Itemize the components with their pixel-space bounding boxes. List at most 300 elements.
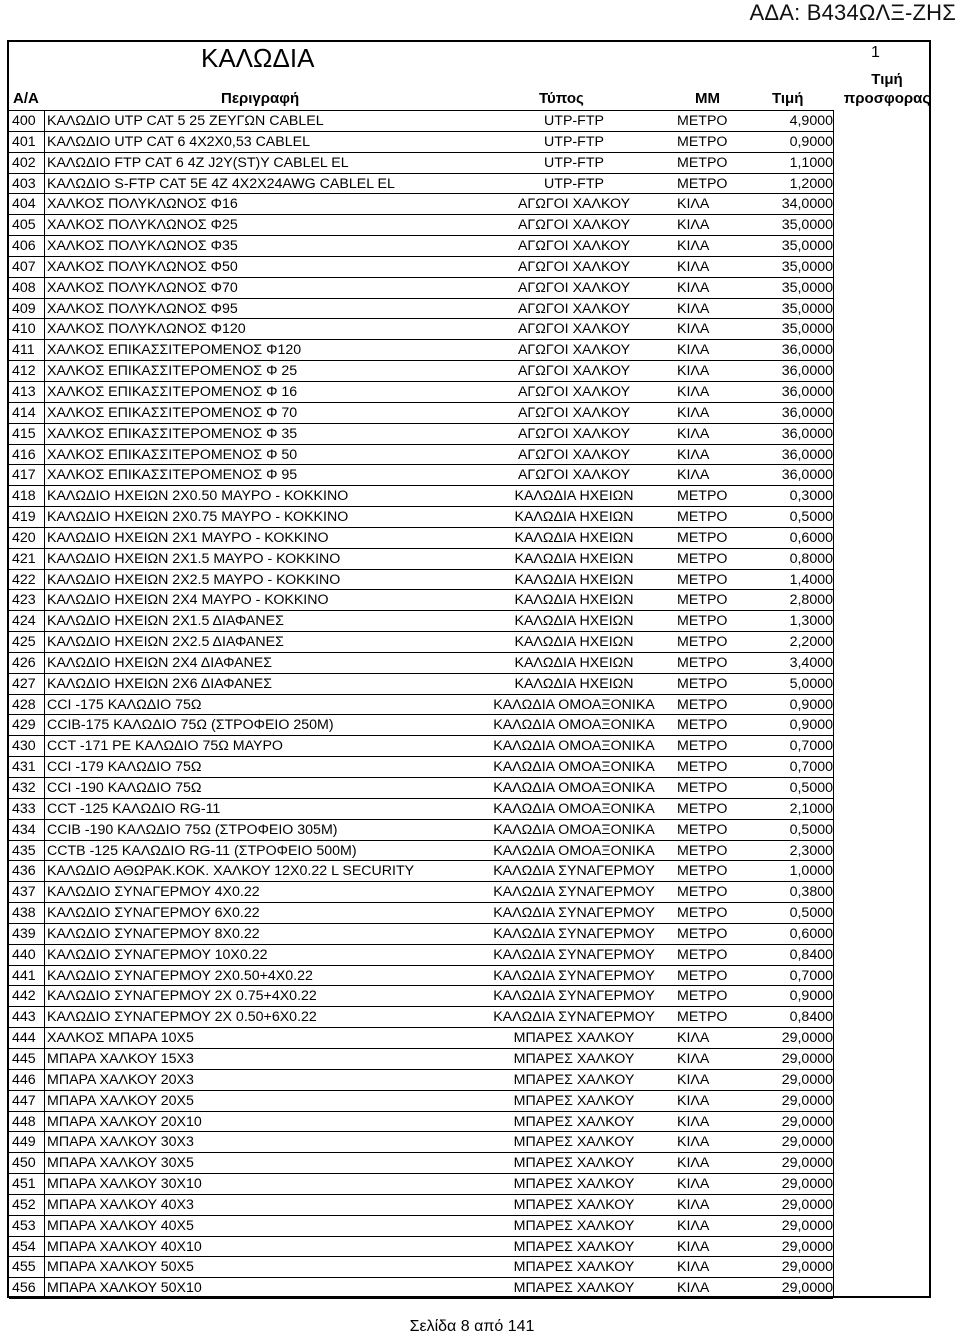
row-mm: ΜΕΤΡΟ bbox=[677, 550, 728, 567]
row-type: ΑΓΩΓΟΙ ΧΑΛΚΟΥ bbox=[517, 321, 631, 338]
row-type: ΜΠΑΡΕΣ ΧΑΛΚΟΥ bbox=[513, 1259, 635, 1276]
table-row bbox=[9, 278, 833, 299]
row-mm: ΚΙΛΑ bbox=[677, 1155, 710, 1172]
row-mm: ΜΕΤΡΟ bbox=[677, 571, 728, 588]
row-price: 0,9000 bbox=[789, 717, 833, 734]
table-row bbox=[9, 778, 833, 799]
table-row bbox=[9, 486, 833, 507]
row-price: 29,0000 bbox=[781, 1134, 833, 1151]
row-aa: 451 bbox=[12, 1176, 36, 1193]
row-description: ΚΑΛΩΔΙΟ ΣΥΝΑΓΕΡΜΟΥ 10Χ0.22 bbox=[47, 946, 268, 963]
row-price: 29,0000 bbox=[781, 1092, 833, 1109]
row-price: 0,9000 bbox=[789, 696, 833, 713]
row-description: ΚΑΛΩΔΙΟ ΣΥΝΑΓΕΡΜΟΥ 6Χ0.22 bbox=[47, 905, 260, 922]
row-mm: ΜΕΤΡΟ bbox=[677, 738, 728, 755]
row-type: ΑΓΩΓΟΙ ΧΑΛΚΟΥ bbox=[517, 342, 631, 359]
row-type: ΑΓΩΓΟΙ ΧΑΛΚΟΥ bbox=[517, 467, 631, 484]
row-mm: ΚΙΛΑ bbox=[677, 1238, 710, 1255]
row-type: ΚΑΛΩΔΙΑ ΣΥΝΑΓΕΡΜΟΥ bbox=[493, 925, 655, 942]
row-mm: ΚΙΛΑ bbox=[677, 217, 710, 234]
row-mm: ΜΕΤΡΟ bbox=[677, 675, 728, 692]
table-row bbox=[9, 445, 833, 466]
row-type: UTP-FTP bbox=[544, 113, 604, 129]
row-type: ΚΑΛΩΔΙΑ ΗΧΕΙΩΝ bbox=[514, 592, 634, 609]
row-aa: 416 bbox=[12, 446, 36, 463]
table-row bbox=[9, 653, 833, 674]
row-mm: ΜΕΤΡΟ bbox=[677, 800, 728, 817]
table-row bbox=[9, 1237, 833, 1258]
row-price: 36,0000 bbox=[781, 425, 833, 442]
row-type: ΜΠΑΡΕΣ ΧΑΛΚΟΥ bbox=[513, 1155, 635, 1172]
row-description: ΧΑΛΚΟΣ ΠΟΛΥΚΛΩΝΟΣ Φ120 bbox=[47, 321, 246, 338]
row-price: 0,9000 bbox=[789, 133, 833, 150]
row-price: 35,0000 bbox=[781, 279, 833, 296]
page-title: ΚΑΛΩΔΙΑ bbox=[201, 43, 315, 73]
row-description: CCIB -190 ΚΑΛΩΔΙΟ 75Ω (ΣΤΡΟΦΕΙΟ 305Μ) bbox=[47, 821, 338, 838]
row-description: ΧΑΛΚΟΣ ΕΠΙΚΑΣΣΙΤΕΡΟΜΕΝΟΣ Φ 35 bbox=[47, 425, 298, 442]
row-aa: 446 bbox=[12, 1071, 36, 1088]
row-type: ΜΠΑΡΕΣ ΧΑΛΚΟΥ bbox=[513, 1217, 635, 1234]
row-description: ΚΑΛΩΔΙΟ FTP CAT 6 4Z J2Y(ST)Y CABLEL EL bbox=[47, 154, 349, 171]
row-aa: 453 bbox=[12, 1217, 36, 1234]
header-aa: Α/Α bbox=[13, 90, 39, 107]
table-row bbox=[9, 1049, 833, 1070]
row-aa: 403 bbox=[12, 175, 36, 192]
row-aa: 419 bbox=[12, 509, 36, 526]
row-type: ΑΓΩΓΟΙ ΧΑΛΚΟΥ bbox=[517, 383, 631, 400]
row-mm: ΚΙΛΑ bbox=[677, 342, 710, 359]
row-aa: 448 bbox=[12, 1113, 36, 1130]
row-price: 0,5000 bbox=[789, 821, 833, 838]
row-aa: 434 bbox=[12, 821, 36, 838]
header-type: Τύπος bbox=[539, 90, 584, 107]
table-row bbox=[9, 1257, 833, 1278]
row-description: ΚΑΛΩΔΙΟ UTP CAT 5 25 ΖΕΥΓΩΝ CABLEL bbox=[47, 113, 324, 129]
row-type: ΑΓΩΓΟΙ ΧΑΛΚΟΥ bbox=[517, 258, 631, 275]
row-type: ΑΓΩΓΟΙ ΧΑΛΚΟΥ bbox=[517, 425, 631, 442]
row-aa: 443 bbox=[12, 1009, 36, 1026]
header-offer-line2: προσφορας bbox=[843, 90, 931, 107]
row-mm: ΜΕΤΡΟ bbox=[677, 863, 728, 880]
row-description: ΜΠΑΡΑ ΧΑΛΚΟΥ 50Χ5 bbox=[47, 1259, 194, 1276]
row-description: ΚΑΛΩΔΙΟ S-FTP CAT 5E 4Z 4X2X24AWG CABLEL EL bbox=[47, 175, 395, 192]
row-description: ΚΑΛΩΔΙΟ ΣΥΝΑΓΕΡΜΟΥ 8Χ0.22 bbox=[47, 925, 260, 942]
table-row bbox=[9, 1007, 833, 1028]
row-aa: 425 bbox=[12, 634, 36, 651]
row-mm: ΚΙΛΑ bbox=[677, 1030, 710, 1047]
price-list-sheet bbox=[7, 40, 931, 1298]
table-row bbox=[9, 924, 833, 945]
row-aa: 407 bbox=[12, 258, 36, 275]
table-row bbox=[9, 549, 833, 570]
row-description: ΚΑΛΩΔΙΟ ΗΧΕΙΩΝ 2Χ4 ΔΙΑΦΑΝΕΣ bbox=[47, 654, 273, 671]
row-description: ΧΑΛΚΟΣ ΕΠΙΚΑΣΣΙΤΕΡΟΜΕΝΟΣ Φ120 bbox=[47, 342, 302, 359]
header-offer-line1: Τιμή bbox=[871, 71, 903, 88]
table-row bbox=[9, 632, 833, 653]
row-mm: ΚΙΛΑ bbox=[677, 258, 710, 275]
table-row bbox=[9, 841, 833, 862]
row-aa: 447 bbox=[12, 1092, 36, 1109]
row-description: ΚΑΛΩΔΙΟ ΣΥΝΑΓΕΡΜΟΥ 2Χ0.50+4Χ0.22 bbox=[47, 967, 313, 984]
row-aa: 412 bbox=[12, 363, 36, 380]
row-type: ΜΠΑΡΕΣ ΧΑΛΚΟΥ bbox=[513, 1050, 635, 1067]
row-mm: ΜΕΤΡΟ bbox=[677, 821, 728, 838]
row-price: 2,3000 bbox=[789, 842, 833, 859]
table-row bbox=[9, 319, 833, 340]
row-price: 0,7000 bbox=[789, 967, 833, 984]
row-price: 36,0000 bbox=[781, 467, 833, 484]
row-type: ΚΑΛΩΔΙΑ ΗΧΕΙΩΝ bbox=[514, 613, 634, 630]
row-aa: 435 bbox=[12, 842, 36, 859]
row-description: CCI -179 ΚΑΛΩΔΙΟ 75Ω bbox=[47, 759, 202, 776]
row-price: 1,2000 bbox=[789, 175, 833, 192]
row-type: ΚΑΛΩΔΙΑ ΗΧΕΙΩΝ bbox=[514, 509, 634, 526]
table-row bbox=[9, 757, 833, 778]
row-type: ΜΠΑΡΕΣ ΧΑΛΚΟΥ bbox=[513, 1196, 635, 1213]
row-aa: 414 bbox=[12, 404, 36, 421]
row-description: ΚΑΛΩΔΙΟ ΗΧΕΙΩΝ 2Χ0.75 ΜΑΥΡΟ - ΚΟΚΚΙΝΟ bbox=[47, 509, 349, 526]
row-type: ΑΓΩΓΟΙ ΧΑΛΚΟΥ bbox=[517, 238, 631, 255]
row-aa: 421 bbox=[12, 550, 36, 567]
row-mm: ΚΙΛΑ bbox=[677, 1071, 710, 1088]
table-row bbox=[9, 1112, 833, 1133]
row-price: 0,3800 bbox=[789, 884, 833, 901]
row-price: 29,0000 bbox=[781, 1176, 833, 1193]
row-description: CCI -175 ΚΑΛΩΔΙΟ 75Ω bbox=[47, 696, 202, 713]
row-description: ΚΑΛΩΔΙΟ ΗΧΕΙΩΝ 2Χ4 ΜΑΥΡΟ - ΚΟΚΚΙΝΟ bbox=[47, 592, 329, 609]
table-row bbox=[9, 799, 833, 820]
row-price: 1,1000 bbox=[789, 154, 833, 171]
row-price: 29,0000 bbox=[781, 1217, 833, 1234]
row-description: ΜΠΑΡΑ ΧΑΛΚΟΥ 50Χ10 bbox=[47, 1280, 202, 1297]
row-description: ΧΑΛΚΟΣ ΠΟΛΥΚΛΩΝΟΣ Φ95 bbox=[47, 300, 238, 317]
row-description: CCT -125 ΚΑΛΩΔΙΟ RG-11 bbox=[47, 800, 221, 817]
row-mm: ΜΕΤΡΟ bbox=[677, 696, 728, 713]
row-description: ΜΠΑΡΑ ΧΑΛΚΟΥ 40Χ5 bbox=[47, 1217, 194, 1234]
row-type: ΚΑΛΩΔΙΑ ΗΧΕΙΩΝ bbox=[514, 571, 634, 588]
row-description: CCI -190 ΚΑΛΩΔΙΟ 75Ω bbox=[47, 780, 202, 796]
row-type: ΚΑΛΩΔΙΑ ΣΥΝΑΓΕΡΜΟΥ bbox=[493, 1009, 655, 1026]
row-price: 36,0000 bbox=[781, 363, 833, 380]
row-aa: 420 bbox=[12, 529, 36, 546]
row-type: ΚΑΛΩΔΙΑ ΣΥΝΑΓΕΡΜΟΥ bbox=[493, 884, 655, 901]
row-mm: ΜΕΤΡΟ bbox=[677, 613, 728, 630]
header-offer-price bbox=[840, 70, 934, 108]
row-aa: 449 bbox=[12, 1134, 36, 1151]
row-description: ΚΑΛΩΔΙΟ UTP CAT 6 4X2X0,53 CABLEL bbox=[47, 133, 310, 150]
row-price: 0,5000 bbox=[789, 780, 833, 796]
row-price: 0,5000 bbox=[789, 509, 833, 526]
table-row bbox=[9, 528, 833, 549]
row-mm: ΚΙΛΑ bbox=[677, 467, 710, 484]
row-price: 0,9000 bbox=[789, 988, 833, 1005]
row-type: ΜΠΑΡΕΣ ΧΑΛΚΟΥ bbox=[513, 1134, 635, 1151]
row-mm: ΚΙΛΑ bbox=[677, 238, 710, 255]
row-description: ΚΑΛΩΔΙΟ ΗΧΕΙΩΝ 2Χ2.5 ΜΑΥΡΟ - ΚΟΚΚΙΝΟ bbox=[47, 571, 341, 588]
row-type: ΚΑΛΩΔΙΑ ΗΧΕΙΩΝ bbox=[514, 634, 634, 651]
row-aa: 427 bbox=[12, 675, 36, 692]
row-price: 2,8000 bbox=[789, 592, 833, 609]
row-description: CCT -171 PE ΚΑΛΩΔΙΟ 75Ω ΜΑΥΡΟ bbox=[47, 738, 283, 755]
row-type: ΚΑΛΩΔΙΑ ΣΥΝΑΓΕΡΜΟΥ bbox=[493, 946, 655, 963]
table-header bbox=[9, 70, 929, 110]
row-description: ΧΑΛΚΟΣ ΠΟΛΥΚΛΩΝΟΣ Φ50 bbox=[47, 258, 238, 275]
row-aa: 433 bbox=[12, 800, 36, 817]
row-mm: ΜΕΤΡΟ bbox=[677, 634, 728, 651]
row-price: 29,0000 bbox=[781, 1259, 833, 1276]
table-row bbox=[9, 1195, 833, 1216]
row-description: ΜΠΑΡΑ ΧΑΛΚΟΥ 20Χ10 bbox=[47, 1113, 202, 1130]
row-type: ΚΑΛΩΔΙΑ ΣΥΝΑΓΕΡΜΟΥ bbox=[493, 863, 655, 880]
row-type: ΚΑΛΩΔΙΑ ΗΧΕΙΩΝ bbox=[514, 488, 634, 505]
row-type: ΚΑΛΩΔΙΑ ΟΜΟΑΞΟΝΙΚΑ bbox=[493, 842, 655, 859]
row-aa: 411 bbox=[12, 342, 35, 359]
row-description: ΜΠΑΡΑ ΧΑΛΚΟΥ 20Χ3 bbox=[47, 1071, 194, 1088]
row-description: CCIB-175 ΚΑΛΩΔΙΟ 75Ω (ΣΤΡΟΦΕΙΟ 250Μ) bbox=[47, 717, 334, 734]
row-description: ΜΠΑΡΑ ΧΑΛΚΟΥ 20Χ5 bbox=[47, 1092, 194, 1109]
table-row bbox=[9, 736, 833, 757]
row-aa: 401 bbox=[12, 133, 36, 150]
row-aa: 417 bbox=[12, 467, 36, 484]
row-aa: 437 bbox=[12, 884, 36, 901]
row-mm: ΚΙΛΑ bbox=[677, 1134, 710, 1151]
row-mm: ΚΙΛΑ bbox=[677, 279, 710, 296]
row-mm: ΜΕΤΡΟ bbox=[677, 780, 728, 796]
row-aa: 431 bbox=[12, 759, 36, 776]
table-row bbox=[9, 507, 833, 528]
table-row bbox=[9, 1153, 833, 1174]
row-type: ΜΠΑΡΕΣ ΧΑΛΚΟΥ bbox=[513, 1238, 635, 1255]
row-aa: 429 bbox=[12, 717, 36, 734]
row-type: ΚΑΛΩΔΙΑ ΣΥΝΑΓΕΡΜΟΥ bbox=[493, 967, 655, 984]
row-aa: 444 bbox=[12, 1030, 36, 1047]
row-type: ΑΓΩΓΟΙ ΧΑΛΚΟΥ bbox=[517, 363, 631, 380]
row-price: 36,0000 bbox=[781, 383, 833, 400]
row-type: ΚΑΛΩΔΙΑ ΣΥΝΑΓΕΡΜΟΥ bbox=[493, 905, 655, 922]
row-price: 29,0000 bbox=[781, 1050, 833, 1067]
table-row bbox=[9, 111, 833, 132]
row-aa: 436 bbox=[12, 863, 36, 880]
row-description: ΧΑΛΚΟΣ ΕΠΙΚΑΣΣΙΤΕΡΟΜΕΝΟΣ Φ 95 bbox=[47, 467, 298, 484]
row-aa: 456 bbox=[12, 1280, 36, 1297]
table-row bbox=[9, 299, 833, 320]
row-type: ΜΠΑΡΕΣ ΧΑΛΚΟΥ bbox=[513, 1280, 635, 1297]
header-description: Περιγραφή bbox=[221, 90, 300, 107]
row-mm: ΜΕΤΡΟ bbox=[677, 905, 728, 922]
row-mm: ΚΙΛΑ bbox=[677, 1176, 710, 1193]
row-aa: 404 bbox=[12, 196, 36, 213]
row-description: ΚΑΛΩΔΙΟ ΗΧΕΙΩΝ 2Χ2.5 ΔΙΑΦΑΝΕΣ bbox=[47, 634, 284, 651]
table-row bbox=[9, 715, 833, 736]
row-type: ΚΑΛΩΔΙΑ ΟΜΟΑΞΟΝΙΚΑ bbox=[493, 696, 655, 713]
row-price: 35,0000 bbox=[781, 258, 833, 275]
row-price: 29,0000 bbox=[781, 1071, 833, 1088]
row-aa: 428 bbox=[12, 696, 36, 713]
row-price: 0,5000 bbox=[789, 905, 833, 922]
row-price: 0,7000 bbox=[789, 738, 833, 755]
row-price: 35,0000 bbox=[781, 300, 833, 317]
column-divider bbox=[833, 110, 834, 1296]
row-type: ΚΑΛΩΔΙΑ ΟΜΟΑΞΟΝΙΚΑ bbox=[493, 738, 655, 755]
row-mm: ΜΕΤΡΟ bbox=[677, 717, 728, 734]
row-description: ΧΑΛΚΟΣ ΠΟΛΥΚΛΩΝΟΣ Φ16 bbox=[47, 196, 238, 213]
row-aa: 442 bbox=[12, 988, 36, 1005]
row-aa: 413 bbox=[12, 383, 36, 400]
table-row bbox=[9, 153, 833, 174]
row-type: ΚΑΛΩΔΙΑ ΟΜΟΑΞΟΝΙΚΑ bbox=[493, 821, 655, 838]
row-price: 0,7000 bbox=[789, 759, 833, 776]
table-row bbox=[9, 465, 833, 486]
row-price: 36,0000 bbox=[781, 446, 833, 463]
row-price: 29,0000 bbox=[781, 1196, 833, 1213]
row-type: ΚΑΛΩΔΙΑ ΗΧΕΙΩΝ bbox=[514, 654, 634, 671]
row-mm: ΚΙΛΑ bbox=[677, 383, 710, 400]
row-mm: ΚΙΛΑ bbox=[677, 1280, 710, 1297]
row-price: 0,8000 bbox=[789, 550, 833, 567]
row-description: ΜΠΑΡΑ ΧΑΛΚΟΥ 40Χ3 bbox=[47, 1196, 194, 1213]
row-price: 29,0000 bbox=[781, 1238, 833, 1255]
row-mm: ΚΙΛΑ bbox=[677, 404, 710, 421]
row-description: ΚΑΛΩΔΙΟ ΣΥΝΑΓΕΡΜΟΥ 2Χ 0.50+6Χ0.22 bbox=[47, 1009, 317, 1026]
row-aa: 438 bbox=[12, 905, 36, 922]
row-mm: ΚΙΛΑ bbox=[677, 1113, 710, 1130]
table-row bbox=[9, 194, 833, 215]
row-price: 35,0000 bbox=[781, 321, 833, 338]
row-mm: ΜΕΤΡΟ bbox=[677, 925, 728, 942]
table-row bbox=[9, 986, 833, 1007]
row-mm: ΚΙΛΑ bbox=[677, 1196, 710, 1213]
row-mm: ΜΕΤΡΟ bbox=[677, 592, 728, 609]
row-mm: ΚΙΛΑ bbox=[677, 1259, 710, 1276]
row-price: 29,0000 bbox=[781, 1113, 833, 1130]
row-aa: 432 bbox=[12, 780, 36, 796]
page-footer: Σελίδα 8 από 141 bbox=[409, 1318, 535, 1335]
row-mm: ΚΙΛΑ bbox=[677, 446, 710, 463]
row-price: 5,0000 bbox=[789, 675, 833, 692]
row-type: ΚΑΛΩΔΙΑ ΗΧΕΙΩΝ bbox=[514, 675, 634, 692]
row-aa: 452 bbox=[12, 1196, 36, 1213]
row-type: ΜΠΑΡΕΣ ΧΑΛΚΟΥ bbox=[513, 1092, 635, 1109]
table-row bbox=[9, 1028, 833, 1049]
row-description: ΚΑΛΩΔΙΟ ΗΧΕΙΩΝ 2Χ1.5 ΔΙΑΦΑΝΕΣ bbox=[47, 613, 284, 630]
row-mm: ΚΙΛΑ bbox=[677, 300, 710, 317]
row-price: 2,2000 bbox=[789, 634, 833, 651]
row-type: ΑΓΩΓΟΙ ΧΑΛΚΟΥ bbox=[517, 404, 631, 421]
row-type: UTP-FTP bbox=[544, 154, 604, 171]
row-description: ΚΑΛΩΔΙΟ ΣΥΝΑΓΕΡΜΟΥ 4Χ0.22 bbox=[47, 884, 260, 901]
row-mm: ΚΙΛΑ bbox=[677, 363, 710, 380]
row-mm: ΜΕΤΡΟ bbox=[677, 154, 728, 171]
row-type: ΑΓΩΓΟΙ ΧΑΛΚΟΥ bbox=[517, 446, 631, 463]
table-row bbox=[9, 1091, 833, 1112]
row-type: ΜΠΑΡΕΣ ΧΑΛΚΟΥ bbox=[513, 1030, 635, 1047]
table-row bbox=[9, 695, 833, 716]
row-mm: ΚΙΛΑ bbox=[677, 196, 710, 213]
row-mm: ΚΙΛΑ bbox=[677, 1050, 710, 1067]
row-description: CCTB -125 ΚΑΛΩΔΙΟ RG-11 (ΣΤΡΟΦΕΙΟ 500Μ) bbox=[47, 842, 357, 859]
table-row bbox=[9, 1174, 833, 1195]
row-aa: 408 bbox=[12, 279, 36, 296]
row-price: 36,0000 bbox=[781, 342, 833, 359]
row-aa: 440 bbox=[12, 946, 36, 963]
row-aa: 410 bbox=[12, 321, 36, 338]
row-aa: 400 bbox=[12, 113, 36, 129]
row-mm: ΜΕΤΡΟ bbox=[677, 133, 728, 150]
table-row bbox=[9, 590, 833, 611]
row-price: 35,0000 bbox=[781, 238, 833, 255]
row-aa: 430 bbox=[12, 738, 36, 755]
row-mm: ΜΕΤΡΟ bbox=[677, 488, 728, 505]
row-mm: ΜΕΤΡΟ bbox=[677, 509, 728, 526]
row-aa: 441 bbox=[12, 967, 36, 984]
price-table bbox=[9, 110, 833, 1299]
table-row bbox=[9, 361, 833, 382]
row-mm: ΜΕΤΡΟ bbox=[677, 946, 728, 963]
row-description: ΧΑΛΚΟΣ ΠΟΛΥΚΛΩΝΟΣ Φ70 bbox=[47, 279, 238, 296]
row-description: ΚΑΛΩΔΙΟ ΗΧΕΙΩΝ 2Χ0.50 ΜΑΥΡΟ - ΚΟΚΚΙΝΟ bbox=[47, 488, 349, 505]
row-price: 29,0000 bbox=[781, 1280, 833, 1297]
row-mm: ΜΕΤΡΟ bbox=[677, 842, 728, 859]
row-aa: 415 bbox=[12, 425, 36, 442]
table-row bbox=[9, 340, 833, 361]
row-description: ΜΠΑΡΑ ΧΑΛΚΟΥ 15Χ3 bbox=[47, 1050, 194, 1067]
row-description: ΜΠΑΡΑ ΧΑΛΚΟΥ 30Χ10 bbox=[47, 1176, 202, 1193]
table-row bbox=[9, 215, 833, 236]
sheet-page-number: 1 bbox=[871, 44, 880, 61]
row-type: ΑΓΩΓΟΙ ΧΑΛΚΟΥ bbox=[517, 279, 631, 296]
row-mm: ΚΙΛΑ bbox=[677, 1217, 710, 1234]
row-type: ΚΑΛΩΔΙΑ ΣΥΝΑΓΕΡΜΟΥ bbox=[493, 988, 655, 1005]
row-aa: 405 bbox=[12, 217, 36, 234]
row-mm: ΜΕΤΡΟ bbox=[677, 654, 728, 671]
row-description: ΧΑΛΚΟΣ ΕΠΙΚΑΣΣΙΤΕΡΟΜΕΝΟΣ Φ 50 bbox=[47, 446, 298, 463]
header-price: Τιμή bbox=[772, 90, 804, 107]
table-row bbox=[9, 132, 833, 153]
row-type: ΚΑΛΩΔΙΑ ΟΜΟΑΞΟΝΙΚΑ bbox=[493, 800, 655, 817]
table-row bbox=[9, 236, 833, 257]
table-row bbox=[9, 966, 833, 987]
row-price: 34,0000 bbox=[781, 196, 833, 213]
row-mm: ΜΕΤΡΟ bbox=[677, 529, 728, 546]
row-type: ΚΑΛΩΔΙΑ ΟΜΟΑΞΟΝΙΚΑ bbox=[493, 717, 655, 734]
row-type: ΚΑΛΩΔΙΑ ΟΜΟΑΞΟΝΙΚΑ bbox=[493, 780, 655, 796]
row-mm: ΜΕΤΡΟ bbox=[677, 884, 728, 901]
row-mm: ΜΕΤΡΟ bbox=[677, 988, 728, 1005]
table-row bbox=[9, 174, 833, 195]
row-aa: 418 bbox=[12, 488, 36, 505]
row-mm: ΜΕΤΡΟ bbox=[677, 175, 728, 192]
table-row bbox=[9, 570, 833, 591]
row-description: ΧΑΛΚΟΣ ΠΟΛΥΚΛΩΝΟΣ Φ25 bbox=[47, 217, 238, 234]
row-price: 0,6000 bbox=[789, 529, 833, 546]
row-price: 29,0000 bbox=[781, 1155, 833, 1172]
row-description: ΚΑΛΩΔΙΟ ΣΥΝΑΓΕΡΜΟΥ 2Χ 0.75+4Χ0.22 bbox=[47, 988, 317, 1005]
row-description: ΧΑΛΚΟΣ ΠΟΛΥΚΛΩΝΟΣ Φ35 bbox=[47, 238, 238, 255]
row-type: ΜΠΑΡΕΣ ΧΑΛΚΟΥ bbox=[513, 1071, 635, 1088]
row-type: ΚΑΛΩΔΙΑ ΟΜΟΑΞΟΝΙΚΑ bbox=[493, 759, 655, 776]
row-mm: ΜΕΤΡΟ bbox=[677, 759, 728, 776]
row-aa: 450 bbox=[12, 1155, 36, 1172]
row-description: ΚΑΛΩΔΙΟ ΗΧΕΙΩΝ 2Χ6 ΔΙΑΦΑΝΕΣ bbox=[47, 675, 273, 692]
row-type: ΑΓΩΓΟΙ ΧΑΛΚΟΥ bbox=[517, 300, 631, 317]
row-aa: 406 bbox=[12, 238, 36, 255]
table-row bbox=[9, 403, 833, 424]
row-aa: 445 bbox=[12, 1050, 36, 1067]
table-row bbox=[9, 861, 833, 882]
row-description: ΜΠΑΡΑ ΧΑΛΚΟΥ 30Χ5 bbox=[47, 1155, 194, 1172]
row-type: UTP-FTP bbox=[544, 175, 604, 192]
table-row bbox=[9, 1070, 833, 1091]
